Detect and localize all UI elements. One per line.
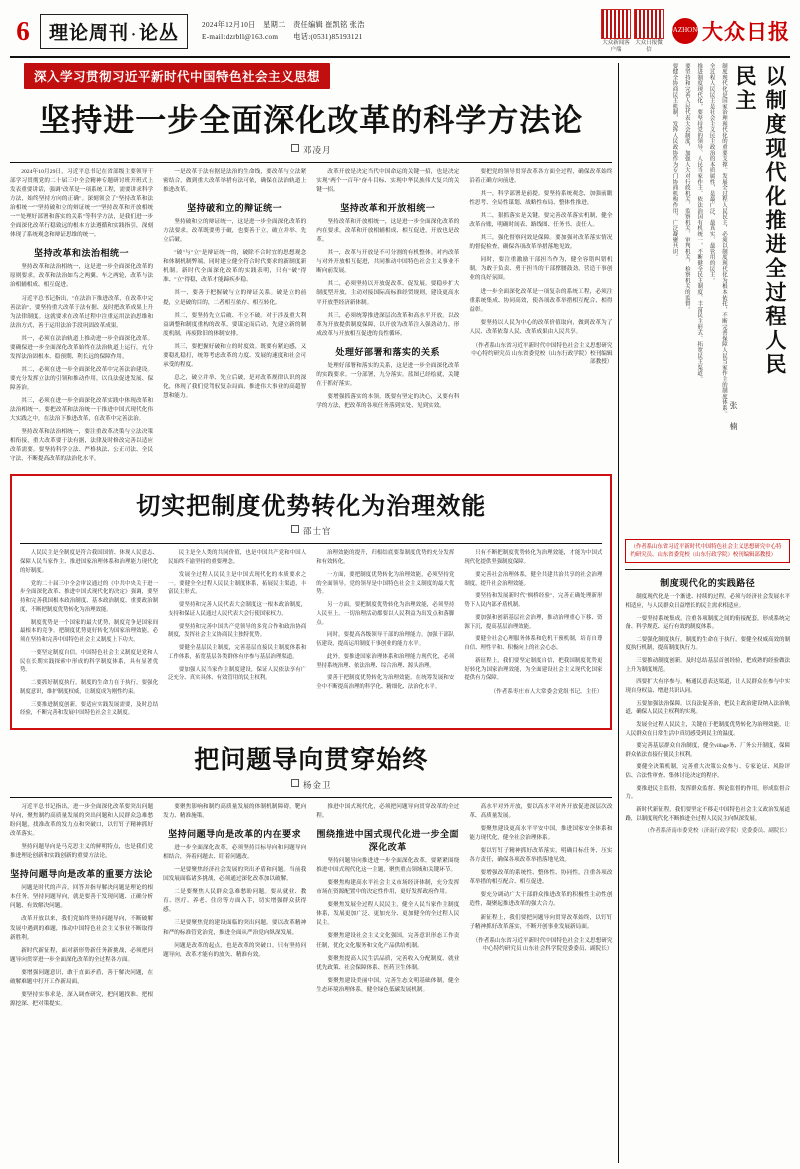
paragraph: 其二，必须坚持以开放促改革、促发展。要稳步扩大制度型开放，主动对接国际高标准经贸规则，建设更高水平开放型经济新体制。	[316, 281, 460, 306]
paragraph: 其三，必须在进一步全面深化改革实践中体现改革和法治相统一。要把改革和法治统一于推进中国式现代化伟大实践之中，在法治下推进改革，在改革中完善法治。	[10, 397, 154, 423]
paragraph: 其一，改革与开放是不可分割的有机整体。对内改革与对外开放相互促进，共同推动中国特色社会主义事业不断向前发展。	[316, 250, 460, 275]
paragraph: 同时，要提高各级领导干部的治理能力。加强干部队伍建设，提高运用制度干事创业的能力水平。	[316, 632, 455, 648]
article-3-author: 杨金卫	[302, 780, 332, 791]
paragraph: 坚持破和立的辩证统一，这是进一步全面深化改革的方法要求。改革既要勇于破，也要善于立，破立并举、先立后破。	[163, 219, 307, 244]
paragraph: 要加强人民当家作主制度建设，保证人民依法享有广泛充分、真实具体、有效管用的民主权利。	[168, 666, 307, 682]
sidebar-title: 以制度现代化推进全过程人民民主	[733, 65, 787, 377]
paragraph: 要完善基层群众自治制度，健全village务、厂务公开制度，保障群众依法直接行使民主权利。	[625, 743, 790, 758]
paragraph: 要坚持和完善人民代表大会制度这一根本政治制度，支持和保证人民通过人民代表大会行使国家权力。	[168, 602, 307, 617]
paragraph: 要以钉钉子精神抓好改革落实，明确目标任务，压实各方责任，确保各项改革举措落地见效。	[469, 848, 613, 864]
paragraph: 要聚焦建设社会主义文化强国，完善意识形态工作责任制，优化文化服务和文化产品供给机制。	[316, 933, 460, 949]
paragraph: 一要坚持系统集成。注重各项制度之间的衔接配套，形成系统完备、科学规范、运行有效的制度体系。	[625, 615, 790, 631]
sidebar-article	[618, 63, 790, 1163]
paragraph: 发展全过程人民民主，关键在于把制度优势转化为治理效能，让人民群众在日常生活中真切感受到民主的温度。	[625, 721, 790, 737]
article-2-byline	[20, 525, 602, 537]
paragraph: 三要推动制度创新。及时总结基层首创经验，把成熟的经验做法上升为制度规范。	[625, 658, 790, 673]
divider	[625, 569, 790, 570]
subheading: 坚持改革和法治相统一	[34, 248, 130, 259]
paragraph: 要健全决策机制，完善重大决策公众参与、专家论证、风险评估、合法性审查、集体讨论决定的程序。	[625, 764, 790, 780]
divider	[10, 162, 612, 163]
subheading: 坚持问题导向是改革的内在要求	[168, 829, 302, 840]
article-2-col-1	[20, 549, 158, 722]
paragraph: 要聚焦建设美丽中国，完善生态文明基础体制，健全生态环境治理体系，健全绿色低碳发展机制。	[316, 977, 460, 993]
article-1-banner: 深入学习贯彻习近平新时代中国特色社会主义思想	[24, 63, 330, 89]
paragraph: 进一步全面深化改革是一项复杂的系统工程，必须注重系统集成、协同高效，使各项改革举措相互配合、相得益彰。	[469, 288, 613, 313]
paragraph: 全过程人民民主是社会主义民主政治的本质属性，是最广泛、最真实、最管用的民主。	[708, 63, 715, 284]
article-1-headline: 坚持进一步全面深化改革的科学方法论	[39, 103, 584, 138]
paragraph: 要聚焦建设更高水平平安中国，推进国家安全体系和能力现代化，健全社会治理体系。	[469, 826, 613, 842]
paragraph: 制度优势是一个国家的最大优势，制度竞争是国家间最根本的竞争。把制度优势更好转化为国家治理效能，必须在坚持和完善中国特色社会主义制度上下功夫。	[20, 619, 159, 644]
paragraph: 要推进民主监督，发挥群众监督、舆论监督的作用，形成监督合力。	[625, 785, 790, 801]
paragraph: 其三，必须统筹推进深层次改革和高水平开放。以改革为开放提供制度保障，以开放为改革注入强劲动力，形成改革与开放相互促进的良性循环。	[316, 312, 460, 337]
section-title-box	[40, 14, 188, 49]
paragraph: 新征程上，我们要把问题导向贯穿改革始终，以钉钉子精神抓好改革落实，不断开创事业发展新局面。	[469, 914, 613, 930]
subheading: 处理好部署和落实的关系	[335, 346, 441, 357]
article-2-col-4	[464, 549, 602, 722]
paragraph: 治理效能的提升，归根结底要靠制度优势的充分发挥和有效转化。	[316, 550, 455, 566]
article-1-col-3	[316, 168, 459, 468]
paragraph: 问题是改革的起点，也是改革的突破口。只有坚持问题导向，改革才能有的放矢、精准有效。	[163, 942, 307, 958]
paragraph: 要坚持实事求是，深入调查研究，把问题找准、把根源挖深、把对策提实。	[10, 991, 154, 1007]
paragraph: 改革开放是决定当代中国命运的关键一招，也是决定实现"两个一百年"奋斗目标、实现中华民族伟大复兴的关键一招。	[316, 169, 460, 194]
article-1-col-2	[163, 168, 306, 468]
paragraph: 要加强和创新基层社会治理，推动治理重心下移、资源下沉，提高基层治理效能。	[464, 614, 603, 630]
paragraph: 人民民主是全制度是符合我国国情、体现人民意志、保障人民当家作主、推进国家治理体系和治理能力现代化的好制度。	[20, 550, 159, 574]
paragraph: 其一，科学部署是前提。要坚持系统观念，加强前瞻性思考、全局性谋划、战略性布局、整体性推进。	[469, 191, 613, 207]
paragraph: 三要推进制度创新。要适应实践发展需要，及时总结经验，不断完善和发展中国特色社会主义制度。	[20, 701, 159, 717]
paragraph: "破"与"立"是辩证统一的，破除不合时宜的思想观念和体制机制弊端，同时建立健全符合时代要求的新制度新机制。新时代全面深化改革的实践表明，只有"破"得准、"立"得稳，改革才能蹄疾步稳。	[163, 250, 307, 284]
paragraph: 总之，破立并举、先立后破，是对改革规律认识的深化，体现了我们党驾驭复杂局面、推进伟大事业的高超智慧和能力。	[163, 374, 307, 399]
subheading: 坚持破和立的辩证统一	[187, 203, 283, 214]
paragraph: 问题是时代的声音，回答并指导解决问题是理论的根本任务。坚持问题导向，就是要善于发现问题、正确分析问题、有效解决问题。	[10, 885, 154, 910]
sidebar-credit: （作者系济南市委党校（济南行政学院）党委委员、副院长）	[644, 828, 790, 835]
divider	[20, 543, 602, 544]
paragraph: 其二，必须在进一步全面深化改革中完善法治建设。要充分发挥立法的引领和推动作用，以良法促进发展、保障善治。	[10, 366, 154, 391]
paragraph: 其二，要坚持先立后破、不立不破。对于涉及重大利益调整和制度重构的改革，要谋定而后动，先建立新的制度机制，再废除旧的体制安排。	[163, 312, 307, 337]
masthead	[10, 8, 790, 58]
paragraph: 要健全基层民主制度，完善基层直接民主制度体系和工作体系，拓宽基层各类群体有序参与基层治理渠道。	[168, 645, 307, 660]
paragraph: 发展全过程人民民主是中国式现代化的本质要求之一。要健全全过程人民民主制度体系，拓展民主渠道，丰富民主形式。	[168, 571, 307, 596]
paragraph: 同时，要注重激励干部担当作为，健全容错纠错机制，为敢于负责、勇于担当的干部撑腰鼓劲，营造干事创业的良好氛围。	[469, 257, 613, 282]
byline-square-icon	[291, 779, 299, 787]
paragraph: 习近平总书记指出，"在法治下推进改革，在改革中完善法治"，要坚持重大改革于法有据、及时把改革成果上升为法律制度。这就要求在改革过程中注重运用法治思维和法治方式，善于运用法治手段巩固改革成果。	[10, 295, 154, 329]
article-2	[10, 474, 612, 730]
page-body	[10, 63, 790, 1163]
paragraph: 要坚持以人民为中心的改革价值取向，做到改革为了人民、改革依靠人民、改革成果由人民共享。	[469, 319, 613, 335]
paragraph: 民主是全人类的共同价值，也是中国共产党和中国人民始终不渝坚持的重要理念。	[168, 550, 307, 566]
paper-logo	[667, 16, 790, 46]
article-3	[10, 740, 612, 1013]
paragraph: 要坚持和完善中国共产党领导的多党合作和政治协商制度，发挥社会主义协商民主独特优势。	[168, 623, 307, 639]
paragraph: 坚持改革和法治相统一，这是进一步全面深化改革的原则要求。改革和法治如鸟之两翼、车之两轮，改革与法治相辅相成、相互促进。	[10, 264, 154, 289]
article-2-author-note: （作者系枣庄市人大常委会党组书记、主任）	[490, 689, 603, 696]
article-3-col-2	[163, 803, 306, 1013]
sidebar-callout: （作者系山东省习近平新时代中国特色社会主义思想研究中心特约研究员、山东省委党校（山东行政学院）校刊编辑部教授）	[625, 539, 790, 563]
article-1-col-1	[10, 168, 153, 468]
paragraph: 其二，狠抓落实是关键。要完善改革落实机制，健全改革台账，明确时间表、路线图、任务书、责任人。	[469, 213, 613, 229]
paragraph: 要把党的领导贯穿改革各方面全过程，确保改革始终沿着正确方向前进。	[469, 169, 613, 185]
qr-code-icon	[601, 9, 631, 39]
sidebar-vertical-columns	[670, 63, 728, 533]
article-1-col-4	[469, 168, 612, 468]
sidebar-lower-heading: 制度现代化的实践路径	[660, 578, 756, 589]
article-3-byline	[10, 779, 612, 791]
qr-wechat-label: 大众日报微信	[635, 39, 663, 53]
paragraph: 三是要聚焦党的建设面临的突出问题。要以改革精神和严的标准管党治党，推进全面从严治党向纵深发展。	[163, 920, 307, 936]
paragraph: 处理好部署和落实的关系，这是进一步全面深化改革的实践要求。一分部署，九分落实。蓝图已经绘就，关键在于抓好落实。	[316, 362, 460, 387]
publish-date: 2024年12月10日 星期二 责任编辑 崔凯铭 张浩	[202, 20, 365, 29]
divider	[10, 797, 612, 798]
main-column	[10, 63, 618, 1163]
paragraph: 此外，要推进国家治理体系和治理能力现代化，必须坚持系统治理、依法治理、综合治理、源头治理。	[316, 653, 455, 669]
paragraph: 四要扩大有序参与。畅通民意表达渠道，让人民群众在参与中实现自身权益、增进共识认同。	[625, 679, 790, 694]
qr-wechat[interactable]	[634, 9, 664, 54]
byline-square-icon	[291, 144, 299, 152]
paragraph: 进一步全面深化改革，必须坚持目标导向和问题导向相结合，奔着问题去、盯着问题改。	[163, 845, 307, 861]
qr-app[interactable]	[601, 9, 631, 54]
paragraph: 要增强改革的系统性、整体性、协同性，注重各项改革举措的相互配合、相互促进。	[469, 870, 613, 886]
paper-badge: DAZHONG	[672, 18, 698, 44]
article-1-author-note: （作者系山东省习近平新时代中国特色社会主义思想研究中心特约研究员 山东省委党校（山东行政学院）校刊编辑部教授）	[471, 342, 613, 365]
page-number: 6	[16, 15, 30, 46]
paragraph: 坚持改革和法治相统一，要注重改革决策与立法决策相衔接，重大改革要于法有据，法律及时修改完善以适应改革需要。要坚持科学立法、严格执法、公正司法、全民守法，不断提高改革的法治化水平。	[10, 429, 154, 463]
article-2-columns	[20, 549, 602, 722]
paragraph: 一是要聚焦经济社会发展的突出矛盾和问题。当前我国发展面临诸多挑战，必须通过深化改革加以破解。	[163, 867, 307, 883]
paragraph: 二要抓好制度执行。制度的生命力在于执行，要强化制度意识，维护制度权威，让制度成为刚性约束。	[20, 680, 159, 695]
sidebar-lower-section	[625, 576, 790, 835]
article-1-columns	[10, 168, 612, 468]
paragraph: 二是要聚焦人民群众急难愁盼问题。要从就业、教育、医疗、养老、住房等方面入手，切实增强群众获得感。	[163, 889, 307, 914]
contact-line: E-mail:dzrbll@163.com 电话:(0531)85193121	[202, 33, 363, 41]
paragraph: 其一，要善于把握破与立的辩证关系。破是立的前提，立是破的目的，二者相互依存、相互转化。	[163, 290, 307, 306]
article-2-col-3	[316, 549, 454, 722]
article-1-banner-wrap	[10, 63, 612, 89]
paragraph: 党的二十届三中全会审议通过的《中共中央关于进一步全面深化改革、推进中国式现代化的决定》强调，要坚持和完善我国根本政治制度、基本政治制度、重要政治制度，不断把制度优势转化为治理效能。	[20, 580, 159, 613]
paragraph: 一是改革于法有据是法治的生命线，要改革与立法紧密结合，做到重大改革举措有法可依，确保在法治轨道上推进改革。	[163, 169, 307, 194]
article-2-author: 邵士官	[302, 526, 332, 537]
article-3-col-1	[10, 803, 153, 1013]
paragraph: 坚持问题导向是马克思主义的鲜明特点，也是我们党推进理论创新和实践创新的重要方法论。	[10, 844, 154, 860]
section-sub: 论丛	[139, 22, 180, 44]
article-1	[10, 63, 612, 468]
sidebar-title-wrap	[728, 63, 790, 471]
paragraph: 五要加强法治保障。以良法促善治，把民主政治建设纳入法治轨道，确保人民民主权利的实现。	[625, 700, 790, 716]
paragraph: 要聚焦发展全过程人民民主，健全人民当家作主制度体系，发展更加广泛、更加充分、更加健全的全过程人民民主。	[316, 902, 460, 927]
paragraph: 制度现代化是一个渐进、持续的过程，必须与经济社会发展水平相适应，与人民群众日益增长的民主需求相适应。	[625, 594, 790, 609]
paragraph: 要坚持和发展新时代"枫桥经验"，完善正确处理新形势下人民内部矛盾机制。	[464, 593, 603, 609]
paragraph: 另一方面，要把制度优势转化为治理效能，必须坚持人民至上。一切治理活动都要以人民利益为出发点和落脚点。	[316, 602, 455, 626]
qr-app-label: 大众新闻客户端	[602, 39, 630, 53]
article-1-author: 邓凌月	[302, 145, 332, 155]
byline-square-icon	[291, 525, 299, 533]
qr-block	[601, 9, 664, 54]
qr-code-icon	[634, 9, 664, 39]
paragraph: 要完善社会治理体系，健全共建共治共享的社会治理制度，提升社会治理效能。	[464, 571, 603, 587]
subheading: 围绕推进中国式现代化进一步全面深化改革	[316, 829, 460, 853]
paragraph: 新征程上，我们要坚定制度自信，把我国制度优势更好转化为国家治理效能，为全面建设社会主义现代化国家提供有力保障。	[464, 657, 603, 682]
paragraph: 要健全协商民主机制，发挥人民政协作为专门协商机构作用，广泛凝聚共识。	[671, 63, 678, 261]
paragraph: 新时代新征程，我们要坚定不移走中国特色社会主义政治发展道路，以制度现代化不断推进全过程人民民主向纵深发展。	[625, 807, 790, 822]
paragraph: 习近平总书记指出，进一步全面深化改革要突出问题导向，聚焦制约高质量发展的突出问题和人民群众急难愁盼问题，找准改革的发力点和突破口，以钉钉子精神抓好改革落实。	[10, 804, 154, 838]
paragraph: 高水平对外开放，要以高水平对外开放促进深层次改革、高质量发展。	[469, 804, 613, 820]
subheading: 坚持问题导向是改革的重要方法论	[10, 869, 153, 880]
section-dot: ·	[131, 26, 138, 43]
paragraph: 要聚焦构建高水平社会主义市场经济体制，充分发挥市场在资源配置中的决定性作用，更好发挥政府作用。	[316, 880, 460, 896]
paragraph: 坚持问题导向推进进一步全面深化改革，要紧紧围绕推进中国式现代化这一主题，聚焦重点领域和关键环节。	[316, 858, 460, 874]
article-1-byline	[10, 144, 612, 156]
masthead-info	[202, 19, 601, 43]
article-3-headline: 把问题导向贯穿始终	[194, 747, 429, 775]
paragraph: 推进制度现代化，要坚持党的领导、人民当家作主、依法治国有机统一，不断健全民主制度、丰富民主形式、拓宽民主渠道。	[696, 63, 703, 382]
subheading: 坚持改革和开放相统一	[340, 203, 436, 214]
section-title: 理论周刊	[49, 22, 130, 44]
paragraph: 新时代新征程，面对新形势新任务新挑战，必须把问题导向贯穿进一步全面深化改革的全过程各方面。	[10, 947, 154, 963]
paragraph: 要增强抓落实的本领，既要有坚定的决心，又要有科学的方法，把改革的各项任务落到实处、见到实效。	[316, 393, 460, 409]
article-3-columns	[10, 803, 612, 1013]
paragraph: 要坚持和完善人民代表大会制度，加强人大对行政机关、监察机关、审判机关、检察机关的监督。	[683, 63, 690, 313]
paragraph: 推进中国式现代化，必须把问题导向贯穿改革的全过程。	[316, 804, 460, 820]
paragraph: 一方面，要把制度优势转化为治理效能，必须坚持党的全面领导。党的领导是中国特色社会主义制度的最大优势。	[316, 571, 455, 596]
article-3-col-3	[316, 803, 459, 1013]
paragraph: 要聚焦提高人民生活品质，完善收入分配制度、就业优先政策、社会保障体系、医药卫生体制。	[316, 955, 460, 971]
paragraph: 要健全社会心理服务体系和危机干预机制，培育自尊自信、理性平和、积极向上的社会心态。	[464, 636, 603, 652]
paragraph: 要充分调动广大干部群众推进改革的积极性主动性创造性，凝聚起推进改革的强大合力。	[469, 892, 613, 908]
paragraph: 只有不断把制度优势转化为治理效能，才能为中国式现代化提供坚强制度保障。	[464, 550, 603, 566]
article-3-author-note: （作者系山东省习近平新时代中国特色社会主义思想研究中心特约研究员 山东社会科学院党委委员、副院长）	[472, 937, 613, 952]
paragraph: 坚持改革和开放相统一，这是进一步全面深化改革的内在要求。改革和开放相辅相成、相互促进，开放也是改革。	[316, 219, 460, 244]
paragraph: 其三，强化督察问效是保障。要加强对改革落实情况的督促检查，确保各项改革举措落地见效。	[469, 235, 613, 251]
paragraph: 要增强问题意识，敢于直面矛盾，善于解决问题，在破解难题中打开工作新局面。	[10, 969, 154, 985]
paragraph: 二要强化制度执行。制度的生命在于执行，要健全权威高效的制度执行机制，提高制度执行力。	[625, 636, 790, 652]
paragraph: 要聚焦影响和制约高质量发展的体制机制障碍，靶向发力、精准施策。	[163, 804, 307, 820]
article-2-headline: 切实把制度优势转化为治理效能	[136, 494, 487, 521]
paragraph: 制度现代化是国家治理现代化的重要支撑。发展全过程人民民主，必须以制度现代化为根本依托，不断完善保障人民当家作主的制度体系。	[721, 63, 727, 417]
sidebar-author: 张 楠	[729, 401, 738, 432]
paragraph: 改革开放以来，我们党始终坚持问题导向，不断破解发展中遇到的难题，推动中国特色社会主义事业不断取得新胜利。	[10, 916, 154, 941]
paragraph: 一要坚定制度自信。中国特色社会主义制度是党和人民在长期实践探索中形成的科学制度体系，具有显著优势。	[20, 649, 159, 674]
article-2-col-2	[168, 549, 306, 722]
paragraph: 其一，必须在法治轨道上推动进一步全面深化改革。要确保进一步全面深化改革始终在法治轨道上运行，充分发挥法治固根本、稳预期、利长远的保障作用。	[10, 335, 154, 360]
paragraph: 其三，要把握好破和立的时度效。既要有紧迫感，又要稳扎稳打，统筹考虑改革的力度、发展的速度和社会可承受的程度。	[163, 343, 307, 368]
article-3-col-4	[469, 803, 612, 1013]
paragraph: 要善于把制度优势转化为治理效能，在统筹发展和安全中不断提高治理的科学化、精细化、法治化水平。	[316, 675, 455, 691]
paragraph: 2024年10月29日，习近平总书记在省部级主要领导干部学习贯彻党的二十届三中全会精神专题研讨班开班式上发表重要讲话，强调"改革是一项系统工程，需要讲求科学方法，始终坚持方向的正确"。深刻领会了"坚持改革和法治相统一""坚持破和立的辩证统一""坚持改革和开放相统一""处理好部署和落实的关系"等科学方法，是我们进一步全面深化改革行稳致远的根本方法遵循和实践指引，深刻体现了系统观念和辩证思维的统一。	[10, 169, 154, 239]
sidebar-top	[625, 63, 790, 533]
paper-name: 大众日报	[702, 20, 790, 44]
